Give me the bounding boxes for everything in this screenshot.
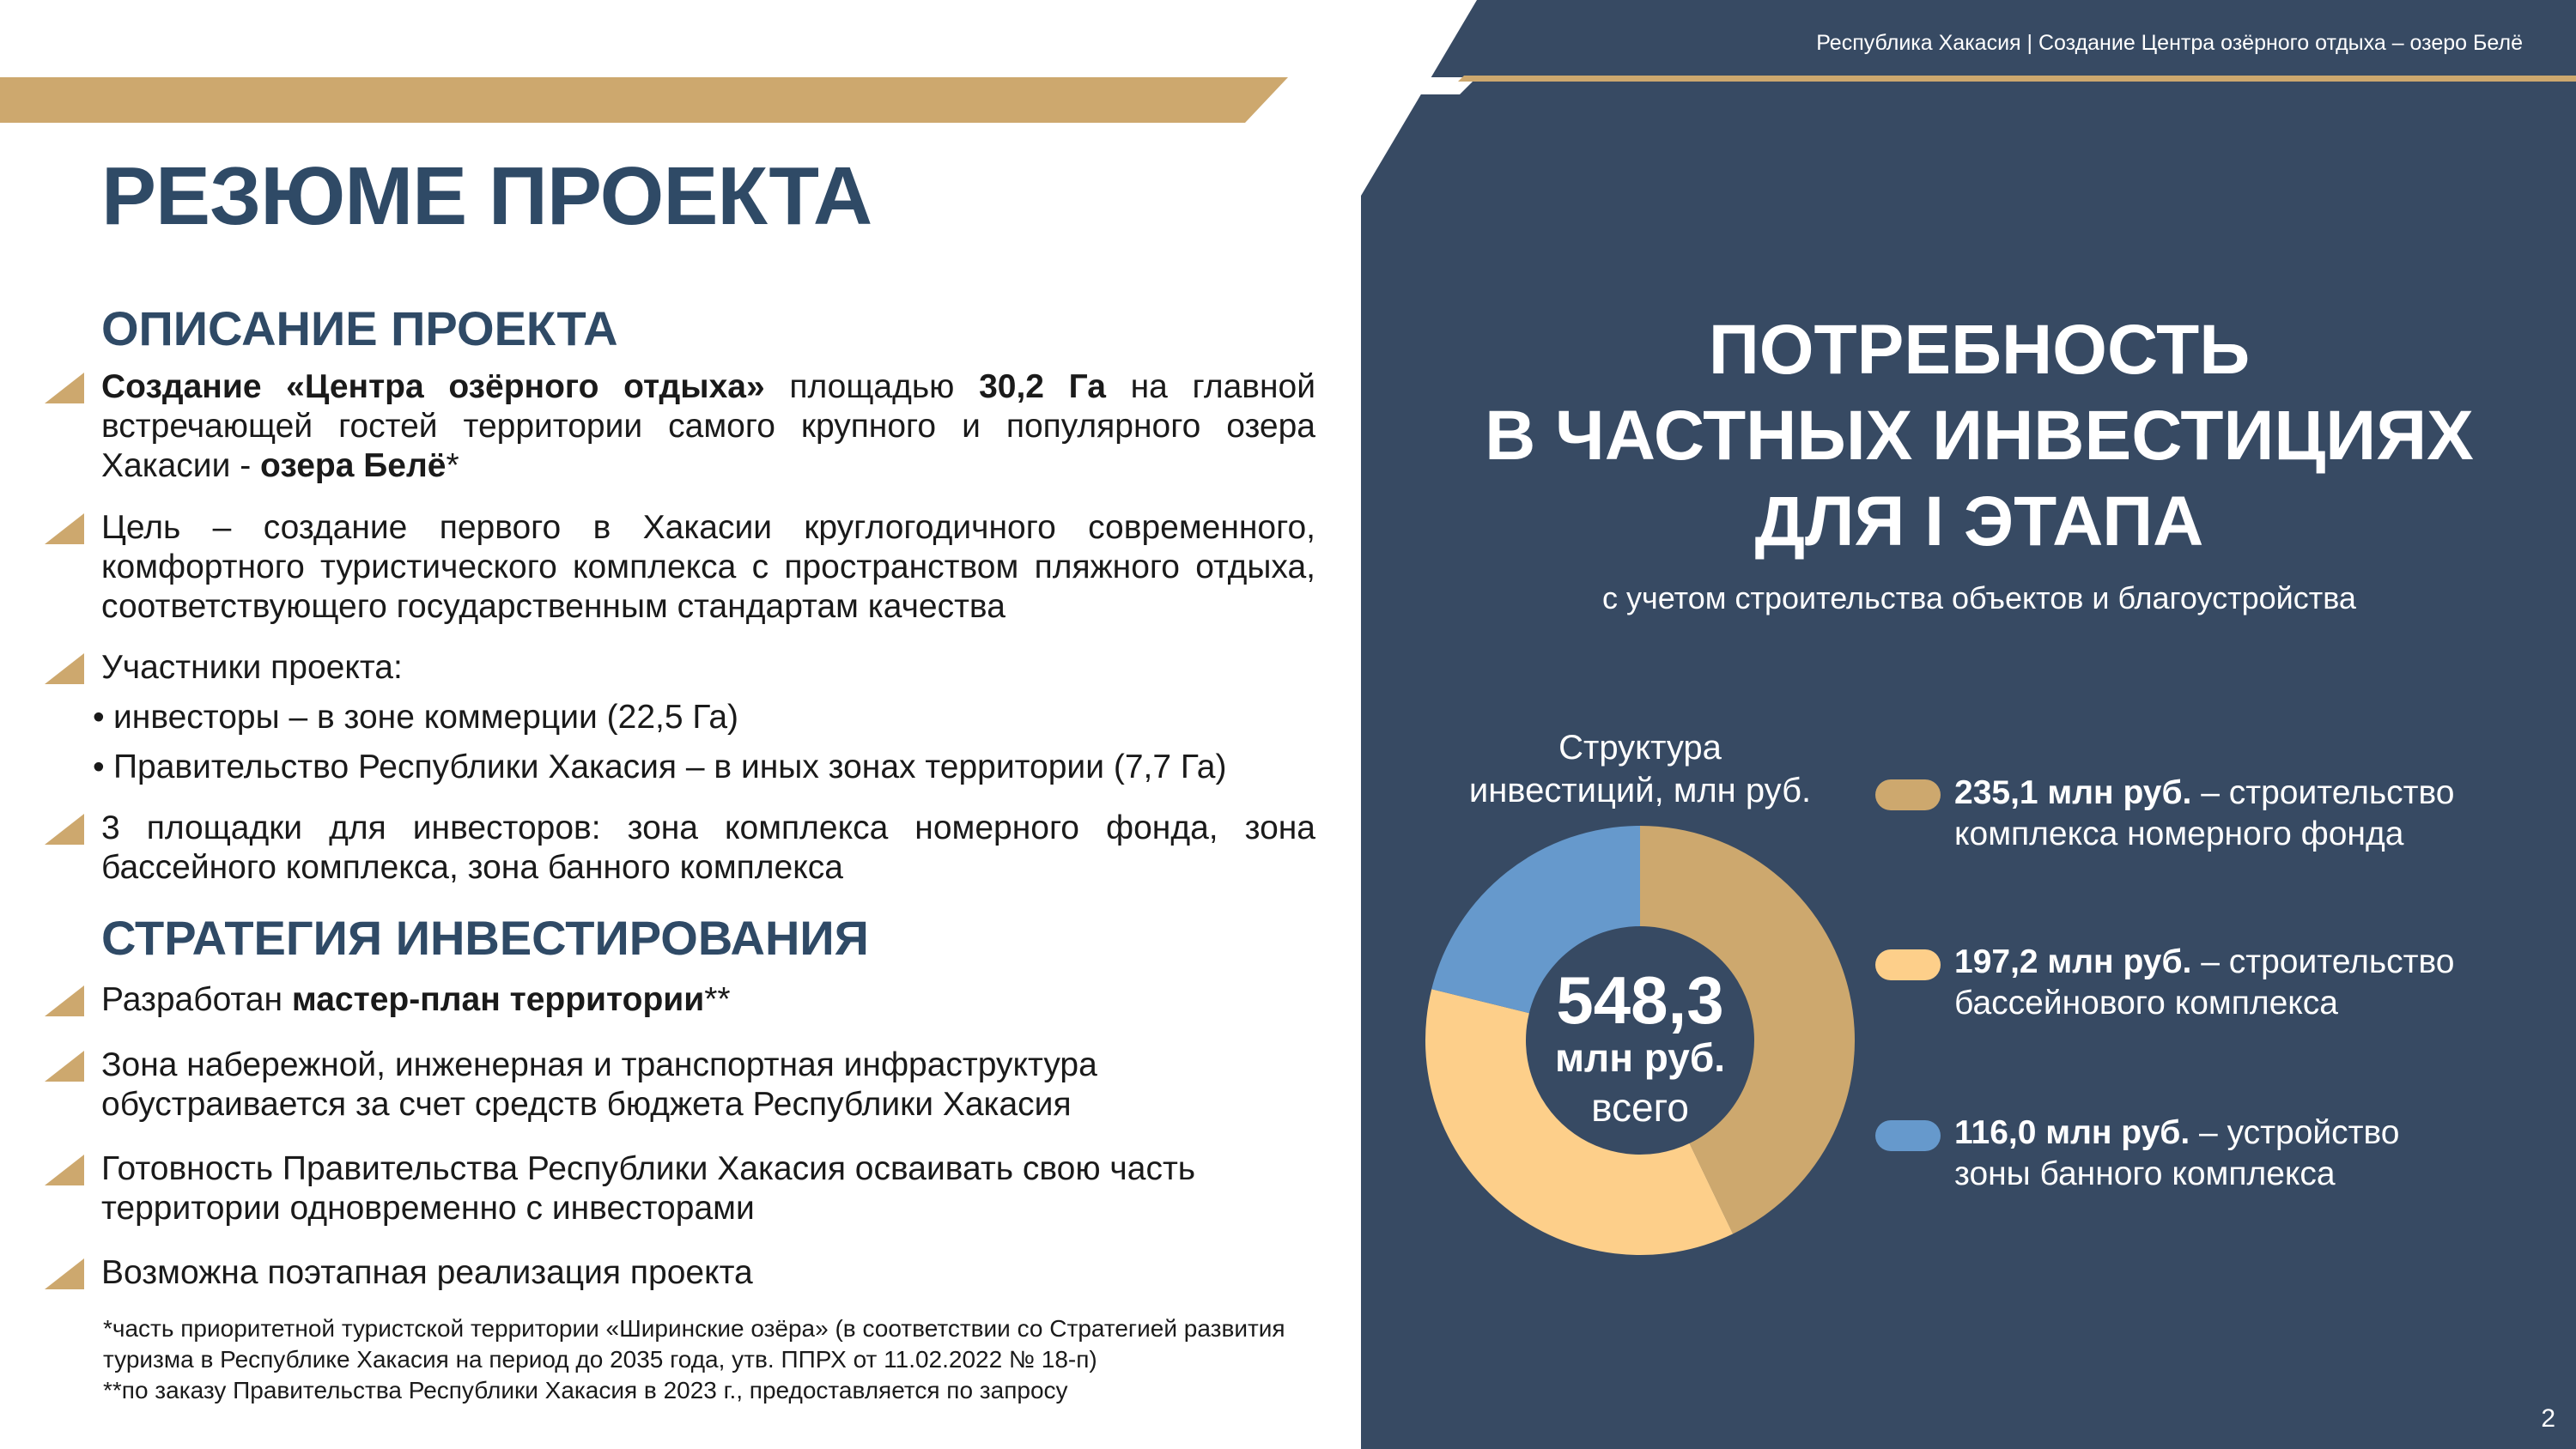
- text-span: на главной встречающей гостей территории самого крупного и популярного озера Хакасии -: [101, 368, 1315, 484]
- footnote-1: *часть приоритетной туристской территории «Ширинские озёра» (в соответствии со Стратегией развития: [103, 1315, 1285, 1342]
- header-subtitle: Республика Хакасия | Создание Центра озёрного отдыха – озеро Белё: [1816, 31, 2523, 55]
- strategy-item-3: [101, 1149, 1346, 1228]
- legend-desc: – устройство: [2190, 1114, 2400, 1151]
- chart-center-note: всего: [1591, 1085, 1689, 1130]
- bullet-triangle-icon: [45, 373, 84, 403]
- description-item-4: [101, 809, 1315, 888]
- chart-title-line-1: Структура: [1558, 729, 1722, 767]
- legend-value: 197,2 млн руб.: [1954, 943, 2192, 980]
- title-line-1: ПОТРЕБНОСТЬ: [1708, 311, 2251, 389]
- legend-value: 235,1 млн руб.: [1954, 774, 2192, 811]
- legend-desc: бассейнового комплекса: [1954, 985, 2338, 1022]
- participant-investors: [93, 698, 738, 737]
- bullet-triangle-icon: [45, 1258, 84, 1289]
- legend-value: 116,0 млн руб.: [1954, 1114, 2190, 1151]
- text-span: Готовность Правительства Республики Хакасия осваивать свою часть территории одновременно с инвесторами: [101, 1150, 1196, 1227]
- description-heading: ОПИСАНИЕ ПРОЕКТА: [101, 301, 618, 355]
- legend-swatch-hotel: [1875, 779, 1941, 810]
- bullet-triangle-icon: [45, 814, 84, 845]
- text-span: *: [446, 447, 459, 484]
- legend-desc: комплекса номерного фонда: [1954, 815, 2404, 852]
- legend-swatch-pool: [1875, 949, 1941, 980]
- footnote-2: **по заказу Правительства Республики Хакасия в 2023 г., предоставляется по запросу: [103, 1377, 1068, 1404]
- text-span: Возможна поэтапная реализация проекта: [101, 1254, 753, 1291]
- legend-desc: – строительство: [2191, 943, 2455, 980]
- legend-text-hotel: [1954, 773, 2455, 855]
- title-line-2: В ЧАСТНЫХ ИНВЕСТИЦИЯХ: [1485, 397, 2474, 475]
- strategy-item-4: [101, 1253, 1315, 1293]
- chart-title: [1425, 726, 1855, 812]
- gold-header-stripe: [0, 77, 1288, 123]
- participant-government: [93, 748, 1226, 787]
- master-plan: мастер-план территории: [291, 981, 705, 1018]
- bullet-triangle-icon: [45, 1051, 84, 1082]
- page-title: РЕЗЮМЕ ПРОЕКТА: [101, 150, 872, 242]
- bullet-triangle-icon: [45, 1155, 84, 1185]
- description-item-2: [101, 508, 1315, 627]
- chart-center-total: 548,3: [1556, 962, 1724, 1038]
- legend-text-pool: [1954, 942, 2455, 1024]
- text-span: Участники проекта:: [101, 649, 403, 686]
- footnote-1-cont: туризма в Республике Хакасия на период до 2035 года, утв. ППРХ от 11.02.2022 № 18-п): [103, 1346, 1097, 1373]
- bullet-triangle-icon: [45, 653, 84, 684]
- legend-desc: зоны банного комплекса: [1954, 1155, 2336, 1192]
- project-name: Создание «Центра озёрного отдыха»: [101, 368, 765, 405]
- bullet-triangle-icon: [45, 985, 84, 1016]
- legend-swatch-bath: [1875, 1120, 1941, 1151]
- project-area: 30,2 Га: [979, 368, 1106, 405]
- text-span: **: [704, 981, 731, 1018]
- strategy-heading: СТРАТЕГИЯ ИНВЕСТИРОВАНИЯ: [101, 911, 869, 965]
- chart-center-unit: млн руб.: [1554, 1035, 1726, 1080]
- text-span: 3 площадки для инвесторов: зона комплекса номерного фонда, зона бассейного комплекса, зона банного комплекса: [101, 809, 1315, 886]
- text-span: инвесторы – в зоне коммерции (22,5 Га): [113, 699, 739, 736]
- legend-desc: – строительство: [2191, 774, 2455, 811]
- bullet-dot-icon: •: [93, 699, 105, 736]
- title-line-3: ДЛЯ I ЭТАПА: [1754, 482, 2204, 561]
- bullet-dot-icon: •: [93, 749, 105, 785]
- text-span: площадью: [764, 368, 980, 405]
- strategy-item-1: [101, 980, 1315, 1020]
- chart-title-line-2: инвестиций, млн руб.: [1468, 772, 1812, 809]
- page-number: 2: [2541, 1404, 2555, 1433]
- gold-thin-line: [1458, 76, 2576, 82]
- text-span: Правительство Республики Хакасия – в иных зонах территории (7,7 Га): [113, 749, 1227, 785]
- text-span: Зона набережной, инженерная и транспортная инфраструктура обустраивается за счет средств бюджета Республики Хакасия: [101, 1046, 1097, 1123]
- investment-need-subtitle: с учетом строительства объектов и благоустройства: [1602, 580, 2356, 615]
- text-span: Цель – создание первого в Хакасии круглогодичного современного, комфортного туристического комплекса с пространством пляжного отдыха, соответствующего государственным стандартам качества: [101, 509, 1315, 625]
- lake-name: озера Белё: [260, 447, 447, 484]
- description-item-3: [101, 648, 1315, 688]
- bullet-triangle-icon: [45, 513, 84, 544]
- strategy-item-2: [101, 1046, 1286, 1125]
- legend-text-bath: [1954, 1113, 2400, 1195]
- text-span: Разработан: [101, 981, 292, 1018]
- description-item-1: [101, 367, 1315, 486]
- investment-need-title: [1365, 307, 2576, 565]
